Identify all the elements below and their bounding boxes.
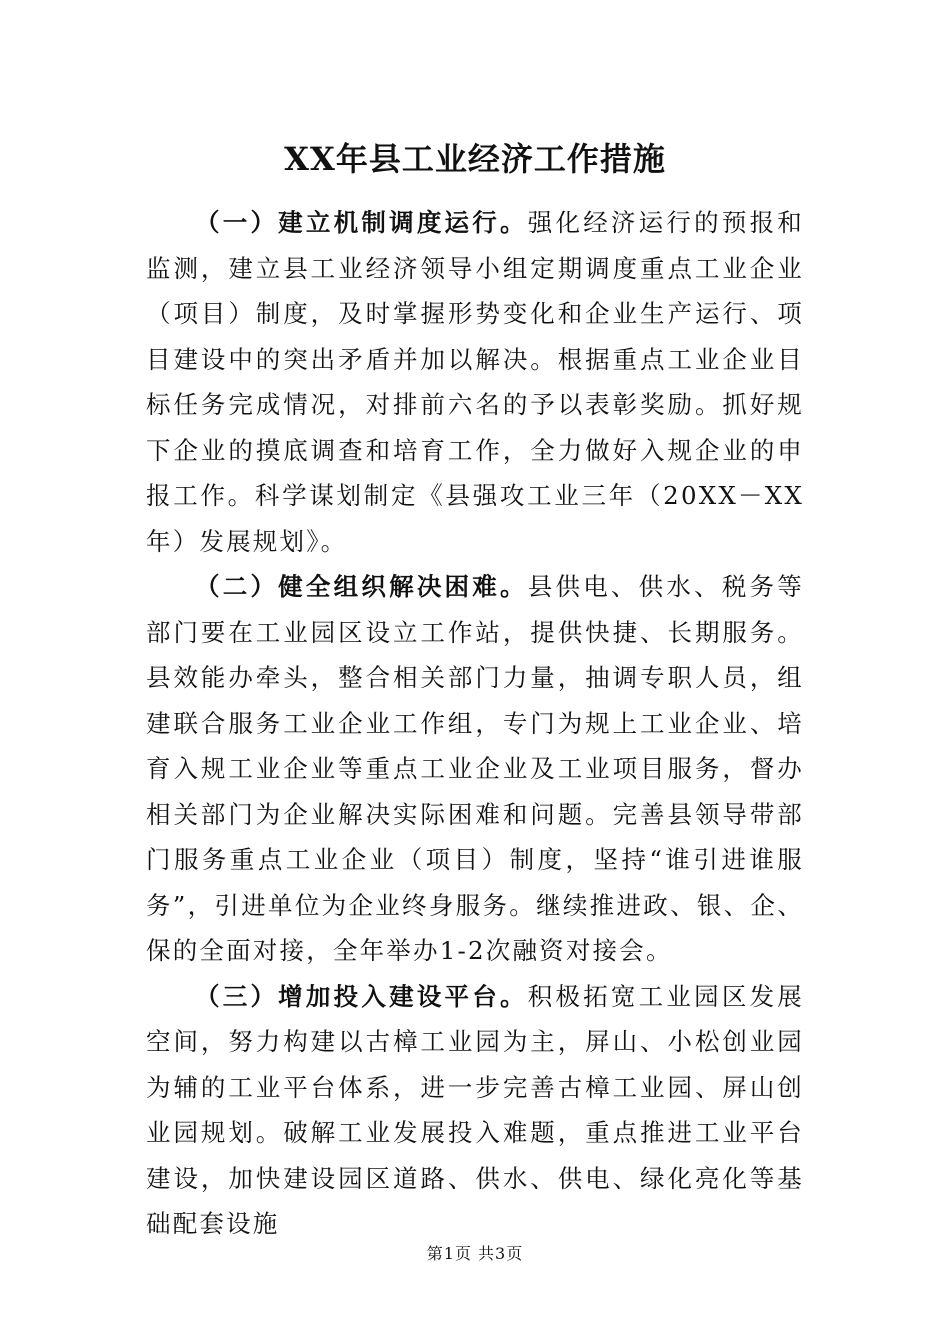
paragraph-heading: （一）建立机制调度运行。 (195, 208, 528, 237)
paragraph-text: 县供电、供水、税务等部门要在工业园区设立工作站，提供快捷、长期服务。县效能办牵头，整合相关部门力量，抽调专职人员，组建联合服务工业企业工作组，专门为规上工业企业、培育入规工业企业等重点工业企业及工业项目服务，督办相关部门为企业解决实际困难和问题。完善县领导带部门服务重点工业企业（项目）制度，坚持“谁引进谁服务”，引进单位为企业终身服务。继续推进政、银、企、保的全面对接，全年举办1-2次融资对接会。 (146, 572, 805, 965)
paragraph-text: 积极拓宽工业园区发展空间，努力构建以古樟工业园为主，屏山、小松创业园为辅的工业平台体系，进一步完善古樟工业园、屏山创业园规划。破解工业发展投入难题，重点推进工业平台建设，加快建设园区道路、供水、供电、绿化亮化等基础配套设施 (146, 981, 805, 1238)
paragraph-1 (146, 200, 804, 564)
paragraph-2 (146, 564, 804, 974)
paragraph-text: 强化经济运行的预报和监测，建立县工业经济领导小组定期调度重点工业企业（项目）制度，及时掌握形势变化和企业生产运行、项目建设中的突出矛盾并加以解决。根据重点工业企业目标任务完成情况，对排前六名的予以表彰奖励。抓好规下企业的摸底调查和培育工作，全力做好入规企业的申报工作。科学谋划制定《县强攻工业三年（20XX－XX年）发展规划》。 (146, 208, 805, 556)
paragraph-3 (146, 974, 804, 1247)
page-footer: 第1页 共3页 (426, 1244, 524, 1263)
paragraph-heading: （三）增加投入建设平台。 (195, 981, 528, 1011)
document-body (146, 200, 804, 1247)
document-title: XX年县工业经济工作措施 (284, 140, 666, 178)
paragraph-heading: （二）健全组织解决困难。 (195, 572, 528, 601)
